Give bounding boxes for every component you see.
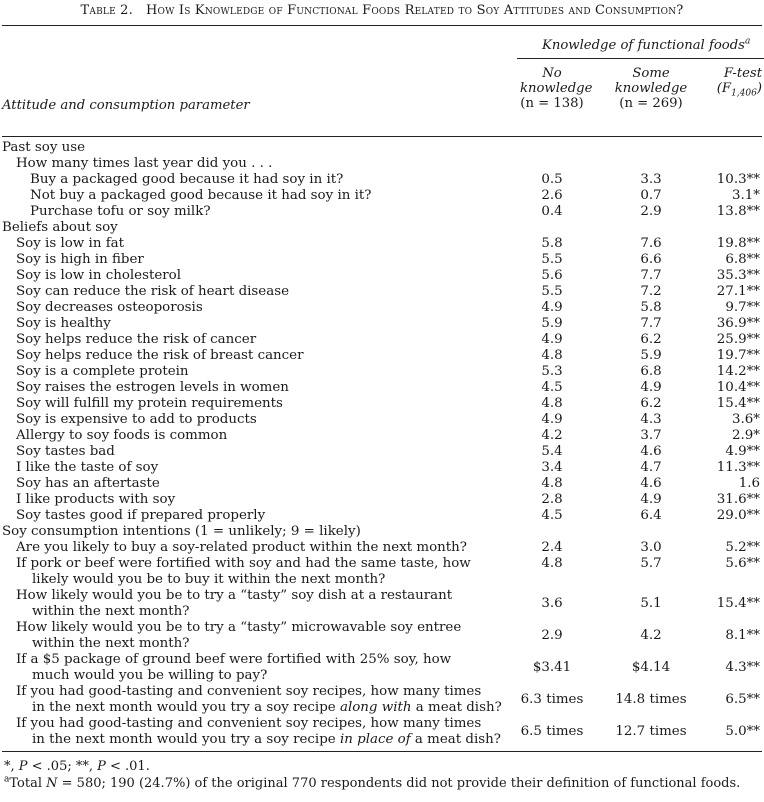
fn-sig-p1: P xyxy=(18,759,28,774)
value-f-test: 4.9** xyxy=(725,444,760,459)
group-header-footnote-mark: a xyxy=(744,36,751,47)
row-label: Soy is healthy xyxy=(16,316,111,331)
col1-line2: knowledge xyxy=(520,81,593,96)
value-some-knowledge: 4.3 xyxy=(640,412,662,427)
value-some-knowledge: $4.14 xyxy=(631,660,671,675)
row-label: Soy helps reduce the risk of breast cancer xyxy=(16,348,304,363)
value-some-knowledge: 6.8 xyxy=(640,364,662,379)
value-no-knowledge: 4.9 xyxy=(541,300,563,315)
row-label: If you had good-tasting and convenient soy recipes, how many times xyxy=(16,684,482,699)
value-no-knowledge: $3.41 xyxy=(532,660,572,675)
value-some-knowledge: 5.8 xyxy=(640,300,662,315)
table-row xyxy=(2,620,762,652)
table-header xyxy=(2,26,762,136)
value-f-test: 5.2** xyxy=(725,540,760,555)
col3-close: ) xyxy=(756,81,762,96)
table-row xyxy=(2,188,762,204)
row-label: How likely would you be to try a “tasty” microwavable soy entree xyxy=(16,620,462,635)
value-some-knowledge: 6.4 xyxy=(640,508,662,523)
row-label-part: a meat dish? xyxy=(410,732,501,747)
group-rule xyxy=(517,58,764,59)
value-f-test: 10.3** xyxy=(716,172,760,187)
table-row xyxy=(2,332,762,348)
value-no-knowledge: 4.5 xyxy=(541,508,563,523)
table-row xyxy=(2,444,762,460)
footnote-significance xyxy=(2,758,762,775)
value-some-knowledge: 5.7 xyxy=(640,556,662,571)
table-row xyxy=(2,268,762,284)
table-row xyxy=(2,252,762,268)
value-f-test: 5.6** xyxy=(725,556,760,571)
table-container xyxy=(2,2,762,792)
value-no-knowledge: 4.9 xyxy=(541,412,563,427)
col2-n: (n = 269) xyxy=(619,96,683,111)
value-f-test: 3.1* xyxy=(732,188,760,203)
col3-line1: F-test xyxy=(723,66,762,81)
value-f-test: 4.3** xyxy=(725,660,760,675)
value-f-test: 3.6* xyxy=(732,412,760,427)
table-label: Table 2. xyxy=(80,3,133,18)
value-no-knowledge: 4.5 xyxy=(541,380,563,395)
table-row xyxy=(2,412,762,428)
table-row xyxy=(2,508,762,524)
row-header-label: Attitude and consumption parameter xyxy=(2,98,250,113)
value-f-test: 6.5** xyxy=(725,692,760,707)
bottom-rule xyxy=(2,751,762,752)
value-f-test: 5.0** xyxy=(725,724,760,739)
row-label-emphasis: in place of xyxy=(339,732,411,747)
row-label: Soy has an aftertaste xyxy=(16,476,160,491)
value-some-knowledge: 7.2 xyxy=(640,284,662,299)
value-no-knowledge: 0.5 xyxy=(541,172,563,187)
row-label: Soy raises the estrogen levels in women xyxy=(16,380,289,395)
value-f-test: 36.9** xyxy=(716,316,760,331)
value-some-knowledge: 6.6 xyxy=(640,252,662,267)
value-some-knowledge: 4.6 xyxy=(640,444,662,459)
value-some-knowledge: 6.2 xyxy=(640,332,662,347)
table-row xyxy=(2,348,762,364)
value-no-knowledge: 2.4 xyxy=(541,540,563,555)
row-label: Soy will fulfill my protein requirements xyxy=(16,396,283,411)
value-f-test: 27.1** xyxy=(716,284,760,299)
table-row xyxy=(2,652,762,684)
value-no-knowledge: 3.6 xyxy=(541,596,563,611)
value-no-knowledge: 4.8 xyxy=(541,348,563,363)
value-no-knowledge: 4.8 xyxy=(541,476,563,491)
footnote-a xyxy=(2,775,762,792)
row-label: Soy tastes bad xyxy=(16,444,115,459)
col2-line1: Some xyxy=(632,66,670,81)
row-label: Soy tastes good if prepared properly xyxy=(16,508,266,523)
value-some-knowledge: 7.6 xyxy=(640,236,662,251)
value-f-test: 25.9** xyxy=(716,332,760,347)
table-row xyxy=(2,204,762,220)
table-row xyxy=(2,300,762,316)
value-no-knowledge: 2.9 xyxy=(541,628,563,643)
table-row xyxy=(2,220,762,236)
fn-a-n: N xyxy=(46,776,58,791)
row-label: How likely would you be to try a “tasty” soy dish at a restaurant xyxy=(16,588,453,603)
value-f-test: 1.6 xyxy=(738,476,760,491)
row-label: Allergy to soy foods is common xyxy=(16,428,228,443)
table-row xyxy=(2,524,762,540)
value-f-test: 9.7** xyxy=(725,300,760,315)
col1-line1: No xyxy=(542,66,562,81)
row-label: Past soy use xyxy=(2,140,86,155)
value-no-knowledge: 5.4 xyxy=(541,444,563,459)
row-label-continuation: within the next month? xyxy=(32,604,190,619)
value-no-knowledge: 3.4 xyxy=(541,460,563,475)
row-label-part: in the next month would you try a soy recipe xyxy=(32,700,340,715)
col3-f: (F xyxy=(716,81,732,96)
group-header xyxy=(542,38,750,53)
col3-df: 1,406 xyxy=(731,88,757,99)
table-row xyxy=(2,156,762,172)
table-body xyxy=(2,137,762,748)
table-row xyxy=(2,316,762,332)
value-some-knowledge: 4.7 xyxy=(640,460,662,475)
row-label-part: in the next month would you try a soy recipe xyxy=(32,732,340,747)
value-no-knowledge: 4.2 xyxy=(541,428,563,443)
row-label-continuation: likely would you be to buy it within the next month? xyxy=(32,572,386,587)
row-label-continuation: within the next month? xyxy=(32,636,190,651)
value-some-knowledge: 14.8 times xyxy=(615,692,687,707)
table-caption: How Is Knowledge of Functional Foods Related to Soy Attitudes and Consumption? xyxy=(145,3,684,18)
value-f-test: 14.2** xyxy=(716,364,760,379)
value-some-knowledge: 5.9 xyxy=(640,348,662,363)
col-header-some-knowledge xyxy=(613,66,689,111)
value-f-test: 2.9* xyxy=(732,428,760,443)
value-some-knowledge: 3.0 xyxy=(640,540,662,555)
value-no-knowledge: 6.3 times xyxy=(520,692,584,707)
row-label: Not buy a packaged good because it had soy in it? xyxy=(30,188,372,203)
row-label-continuation xyxy=(32,732,501,748)
table-row xyxy=(2,716,762,748)
row-label: Buy a packaged good because it had soy in it? xyxy=(30,172,344,187)
row-label: Soy is low in fat xyxy=(16,236,125,251)
fn-sig-p2: P xyxy=(97,759,106,774)
value-f-test: 19.7** xyxy=(716,348,760,363)
row-label: How many times last year did you . . . xyxy=(16,156,273,171)
col2-line2: knowledge xyxy=(614,81,688,96)
value-no-knowledge: 2.8 xyxy=(541,492,563,507)
value-no-knowledge: 5.9 xyxy=(541,316,563,331)
value-some-knowledge: 5.1 xyxy=(640,596,662,611)
table-row xyxy=(2,556,762,588)
fn-sig-a: *, xyxy=(4,759,19,774)
row-label: I like products with soy xyxy=(16,492,176,507)
row-label: Beliefs about soy xyxy=(2,220,118,235)
col-header-f-test xyxy=(706,66,762,99)
value-some-knowledge: 3.7 xyxy=(640,428,662,443)
table-row xyxy=(2,428,762,444)
row-label: If you had good-tasting and convenient soy recipes, how many times xyxy=(16,716,482,731)
value-f-test: 10.4** xyxy=(716,380,760,395)
table-row xyxy=(2,236,762,252)
value-no-knowledge: 4.8 xyxy=(541,396,563,411)
row-label-continuation: much would you be willing to pay? xyxy=(32,668,268,683)
value-some-knowledge: 2.9 xyxy=(640,204,662,219)
value-no-knowledge: 4.8 xyxy=(541,556,563,571)
table-row xyxy=(2,460,762,476)
table-title xyxy=(2,2,762,19)
table-row xyxy=(2,476,762,492)
row-label: Soy consumption intentions (1 = unlikely; 9 = likely) xyxy=(2,524,361,539)
table-row xyxy=(2,492,762,508)
fn-a-text2: = 580; 190 (24.7%) of the original 770 respondents did not provide their definition of functional foods. xyxy=(57,776,741,791)
table-row xyxy=(2,540,762,556)
col1-n: (n = 138) xyxy=(520,96,584,111)
value-some-knowledge: 12.7 times xyxy=(615,724,687,739)
row-label-continuation xyxy=(32,700,502,716)
row-label: Purchase tofu or soy milk? xyxy=(30,204,211,219)
value-some-knowledge: 4.2 xyxy=(640,628,662,643)
value-no-knowledge: 5.3 xyxy=(541,364,563,379)
table-row xyxy=(2,172,762,188)
value-f-test: 8.1** xyxy=(725,628,760,643)
col3-line2 xyxy=(706,81,762,99)
row-label: Soy helps reduce the risk of cancer xyxy=(16,332,257,347)
row-label: Soy decreases osteoporosis xyxy=(16,300,203,315)
value-no-knowledge: 5.5 xyxy=(541,252,563,267)
value-f-test: 15.4** xyxy=(716,396,760,411)
fn-a-mark: a xyxy=(4,774,10,785)
value-f-test: 19.8** xyxy=(716,236,760,251)
row-label-part: a meat dish? xyxy=(411,700,502,715)
row-label: Soy is a complete protein xyxy=(16,364,189,379)
table-row xyxy=(2,588,762,620)
footnotes xyxy=(2,758,762,792)
table-row xyxy=(2,684,762,716)
table-row xyxy=(2,396,762,412)
value-no-knowledge: 6.5 times xyxy=(520,724,584,739)
fn-sig-c: < .01. xyxy=(105,759,150,774)
value-f-test: 11.3** xyxy=(716,460,760,475)
row-label: Soy is high in fiber xyxy=(16,252,144,267)
value-f-test: 29.0** xyxy=(716,508,760,523)
value-f-test: 35.3** xyxy=(716,268,760,283)
row-label: Soy is low in cholesterol xyxy=(16,268,182,283)
table-row xyxy=(2,284,762,300)
value-no-knowledge: 5.5 xyxy=(541,284,563,299)
value-some-knowledge: 4.9 xyxy=(640,492,662,507)
row-label: I like the taste of soy xyxy=(16,460,159,475)
value-some-knowledge: 7.7 xyxy=(640,316,662,331)
row-label: If a $5 package of ground beef were fortified with 25% soy, how xyxy=(16,652,452,667)
value-some-knowledge: 7.7 xyxy=(640,268,662,283)
row-label: Are you likely to buy a soy-related product within the next month? xyxy=(16,540,467,555)
value-f-test: 6.8** xyxy=(725,252,760,267)
value-some-knowledge: 4.9 xyxy=(640,380,662,395)
value-no-knowledge: 5.6 xyxy=(541,268,563,283)
table-row xyxy=(2,364,762,380)
fn-a-text1: Total xyxy=(9,776,47,791)
value-no-knowledge: 2.6 xyxy=(541,188,563,203)
value-some-knowledge: 0.7 xyxy=(640,188,662,203)
value-f-test: 13.8** xyxy=(716,204,760,219)
value-f-test: 15.4** xyxy=(716,596,760,611)
col-header-no-knowledge xyxy=(520,66,593,111)
value-f-test: 31.6** xyxy=(716,492,760,507)
table-row xyxy=(2,380,762,396)
row-label: If pork or beef were fortified with soy and had the same taste, how xyxy=(16,556,471,571)
value-no-knowledge: 0.4 xyxy=(541,204,563,219)
row-label: Soy can reduce the risk of heart disease xyxy=(16,284,290,299)
value-no-knowledge: 4.9 xyxy=(541,332,563,347)
value-some-knowledge: 4.6 xyxy=(640,476,662,491)
value-some-knowledge: 6.2 xyxy=(640,396,662,411)
fn-sig-b: < .05; **, xyxy=(27,759,98,774)
row-label-emphasis: along with xyxy=(339,700,412,715)
table-row xyxy=(2,140,762,156)
row-label: Soy is expensive to add to products xyxy=(16,412,257,427)
value-no-knowledge: 5.8 xyxy=(541,236,563,251)
value-some-knowledge: 3.3 xyxy=(640,172,662,187)
group-header-label: Knowledge of functional foods xyxy=(542,38,745,53)
